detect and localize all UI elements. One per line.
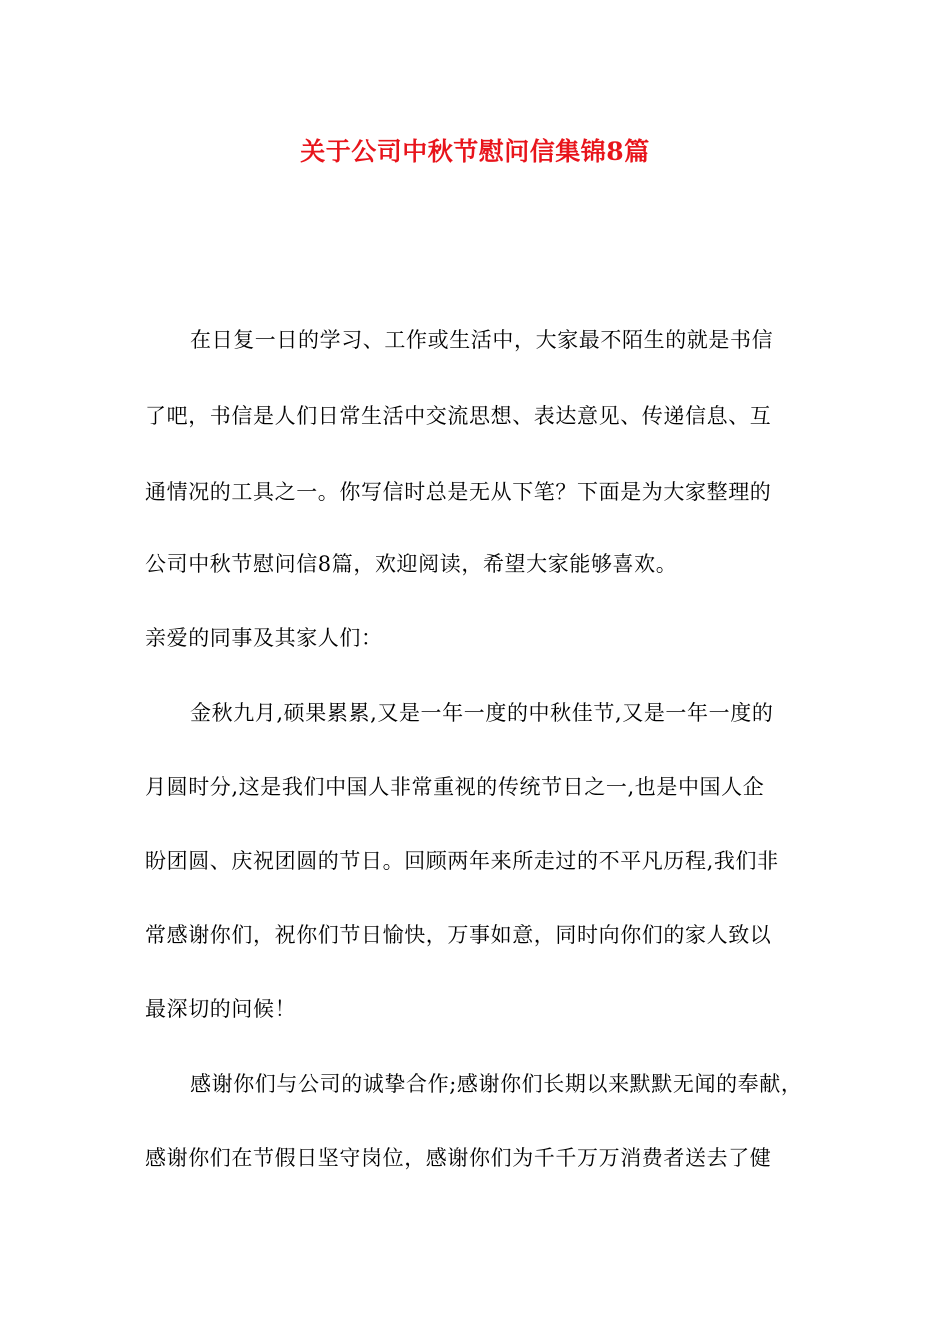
salutation-line: 亲爱的同事及其家人们： <box>145 626 383 650</box>
body-line-12: 感谢你们在节假日坚守岗位，感谢你们为千千万万消费者送去了健 <box>145 1146 772 1170</box>
body-line-2: 了吧，书信是人们日常生活中交流思想、表达意见、传递信息、互 <box>145 404 772 428</box>
body-line-7: 月圆时分,这是我们中国人非常重视的传统节日之一,也是中国人企 <box>145 775 765 799</box>
body-line-6: 金秋九月,硕果累累,又是一年一度的中秋佳节,又是一年一度的 <box>190 701 774 725</box>
body-line-3: 通情况的工具之一。你写信时总是无从下笔？下面是为大家整理的 <box>145 480 772 504</box>
body-line-9: 常感谢你们，祝你们节日愉快，万事如意，同时向你们的家人致以 <box>145 923 772 947</box>
body-line-10: 最深切的问候！ <box>145 997 297 1021</box>
body-line-1: 在日复一日的学习、工作或生活中，大家最不陌生的就是书信 <box>190 328 774 352</box>
body-line-11: 感谢你们与公司的诚挚合作;感谢你们长期以来默默无闻的奉献， <box>190 1072 803 1096</box>
body-line-4: 公司中秋节慰问信8篇，欢迎阅读，希望大家能够喜欢。 <box>145 552 678 576</box>
document-title: 关于公司中秋节慰问信集锦8篇 <box>300 137 650 166</box>
body-line-8: 盼团圆、庆祝团圆的节日。回顾两年来所走过的不平凡历程,我们非 <box>145 849 779 873</box>
